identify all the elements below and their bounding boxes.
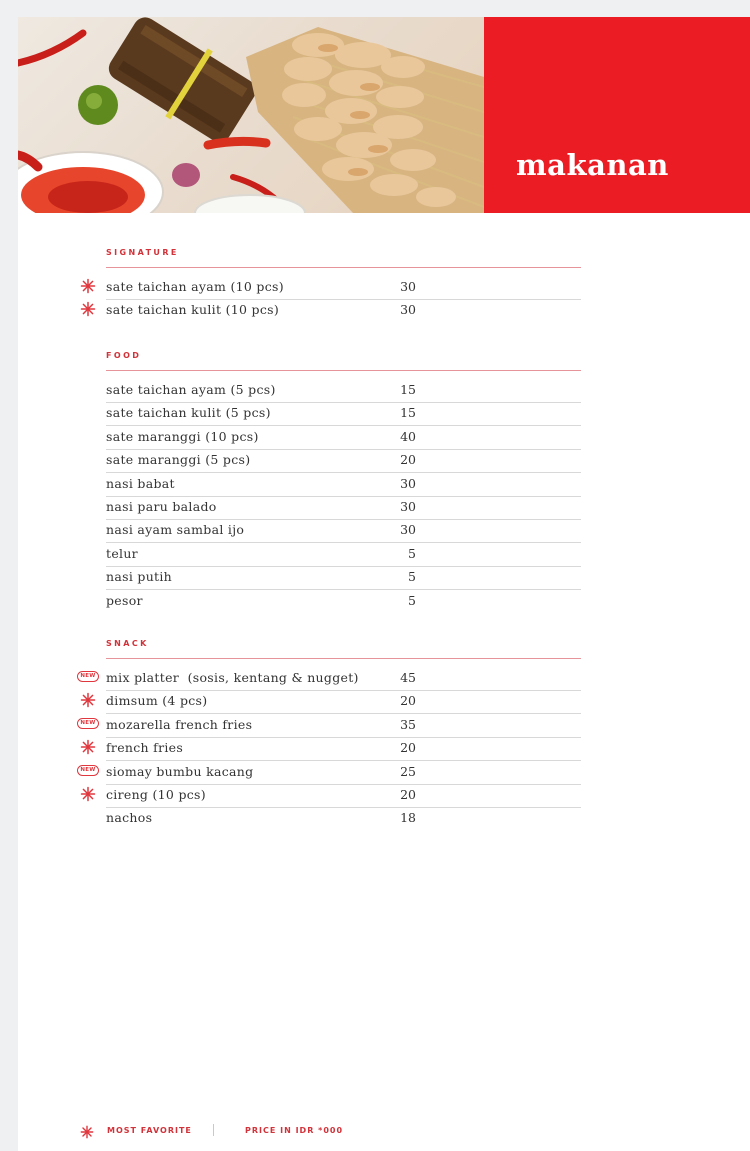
menu-item xyxy=(106,784,581,808)
menu-item xyxy=(106,299,581,322)
menu-item-name: nachos xyxy=(106,810,153,826)
menu-item-name: siomay bumbu kacang xyxy=(106,763,254,779)
section-divider xyxy=(106,370,581,371)
menu-item-price: 30 xyxy=(400,279,416,294)
menu-item xyxy=(106,566,581,590)
menu-header xyxy=(18,17,750,213)
menu-item-name: pesor xyxy=(106,592,143,608)
menu-item-name: french fries xyxy=(106,740,184,756)
asterisk-icon xyxy=(80,301,96,317)
menu-item xyxy=(106,543,581,567)
menu-item-price: 18 xyxy=(400,810,416,826)
menu-item-name: sate taichan kulit (5 pcs) xyxy=(106,405,271,421)
menu-item-price: 30 xyxy=(400,475,416,491)
title-banner xyxy=(484,17,750,213)
menu-item-price: 20 xyxy=(400,693,416,709)
menu-item xyxy=(106,496,581,520)
legend-most-favorite: MOST FAVORITE xyxy=(107,1126,192,1135)
menu-item-name: sate taichan ayam (10 pcs) xyxy=(106,279,284,294)
menu-item-price: 5 xyxy=(408,569,416,585)
menu-item xyxy=(106,402,581,426)
menu-item-price: 5 xyxy=(408,592,416,608)
legend-price-note: PRICE IN IDR *000 xyxy=(245,1126,344,1135)
menu-item-name: sate maranggi (5 pcs) xyxy=(106,452,251,468)
section-divider xyxy=(106,658,581,659)
section-label: SIGNATURE xyxy=(106,248,179,257)
menu-item xyxy=(106,690,581,714)
menu-item-name: dimsum (4 pcs) xyxy=(106,693,208,709)
menu-item-name: nasi paru balado xyxy=(106,499,217,514)
menu-item xyxy=(106,449,581,473)
asterisk-icon xyxy=(80,692,96,708)
page-title: makanan xyxy=(516,148,669,182)
menu-item-price: 20 xyxy=(400,740,416,756)
menu-item-price: 20 xyxy=(400,452,416,468)
menu-item-name: nasi babat xyxy=(106,475,175,491)
menu-item-name: cireng (10 pcs) xyxy=(106,787,206,802)
menu-item xyxy=(106,276,581,300)
menu-item xyxy=(106,379,581,403)
section-label: SNACK xyxy=(106,639,149,648)
menu-item-price: 45 xyxy=(400,670,416,685)
menu-item-price: 25 xyxy=(400,763,416,779)
menu-item xyxy=(106,807,581,830)
menu-item xyxy=(80,667,581,691)
menu-item-price: 5 xyxy=(408,545,416,561)
menu-item-name: mix platter (sosis, kentang & nugget) xyxy=(106,670,359,685)
menu-item-price: 20 xyxy=(400,787,416,802)
menu-item-price: 30 xyxy=(400,302,416,318)
menu-item-name: sate taichan ayam (5 pcs) xyxy=(106,382,276,397)
section-label: FOOD xyxy=(106,351,142,360)
new-badge-icon: NEW xyxy=(77,671,99,682)
new-badge-icon: NEW xyxy=(77,765,99,776)
menu-item-price: 30 xyxy=(400,522,416,538)
menu-item xyxy=(106,426,581,450)
new-badge-icon: NEW xyxy=(77,718,99,729)
menu-item-name: sate maranggi (10 pcs) xyxy=(106,428,259,444)
menu-item-price: 40 xyxy=(400,428,416,444)
asterisk-icon xyxy=(80,278,96,294)
menu-item-name: mozarella french fries xyxy=(106,716,253,732)
footer-divider xyxy=(213,1124,214,1136)
menu-item-name: telur xyxy=(106,545,138,561)
menu-item xyxy=(80,761,581,785)
asterisk-icon xyxy=(80,1124,94,1138)
menu-item-price: 15 xyxy=(400,405,416,421)
menu-item-price: 15 xyxy=(400,382,416,397)
menu-item xyxy=(106,737,581,761)
food-photo xyxy=(18,17,484,213)
menu-item-name: nasi putih xyxy=(106,569,173,585)
menu-item-price: 35 xyxy=(400,716,416,732)
menu-item xyxy=(106,590,581,613)
menu-item xyxy=(106,519,581,543)
menu-item xyxy=(80,714,581,738)
menu-item xyxy=(106,473,581,497)
asterisk-icon xyxy=(80,786,96,802)
menu-page xyxy=(18,17,750,1151)
menu-item-price: 30 xyxy=(400,499,416,514)
asterisk-icon xyxy=(80,739,96,755)
menu-item-name: sate taichan kulit (10 pcs) xyxy=(106,302,280,318)
section-divider xyxy=(106,267,581,268)
footer-legend xyxy=(18,1124,750,1140)
menu-item-name: nasi ayam sambal ijo xyxy=(106,522,245,538)
